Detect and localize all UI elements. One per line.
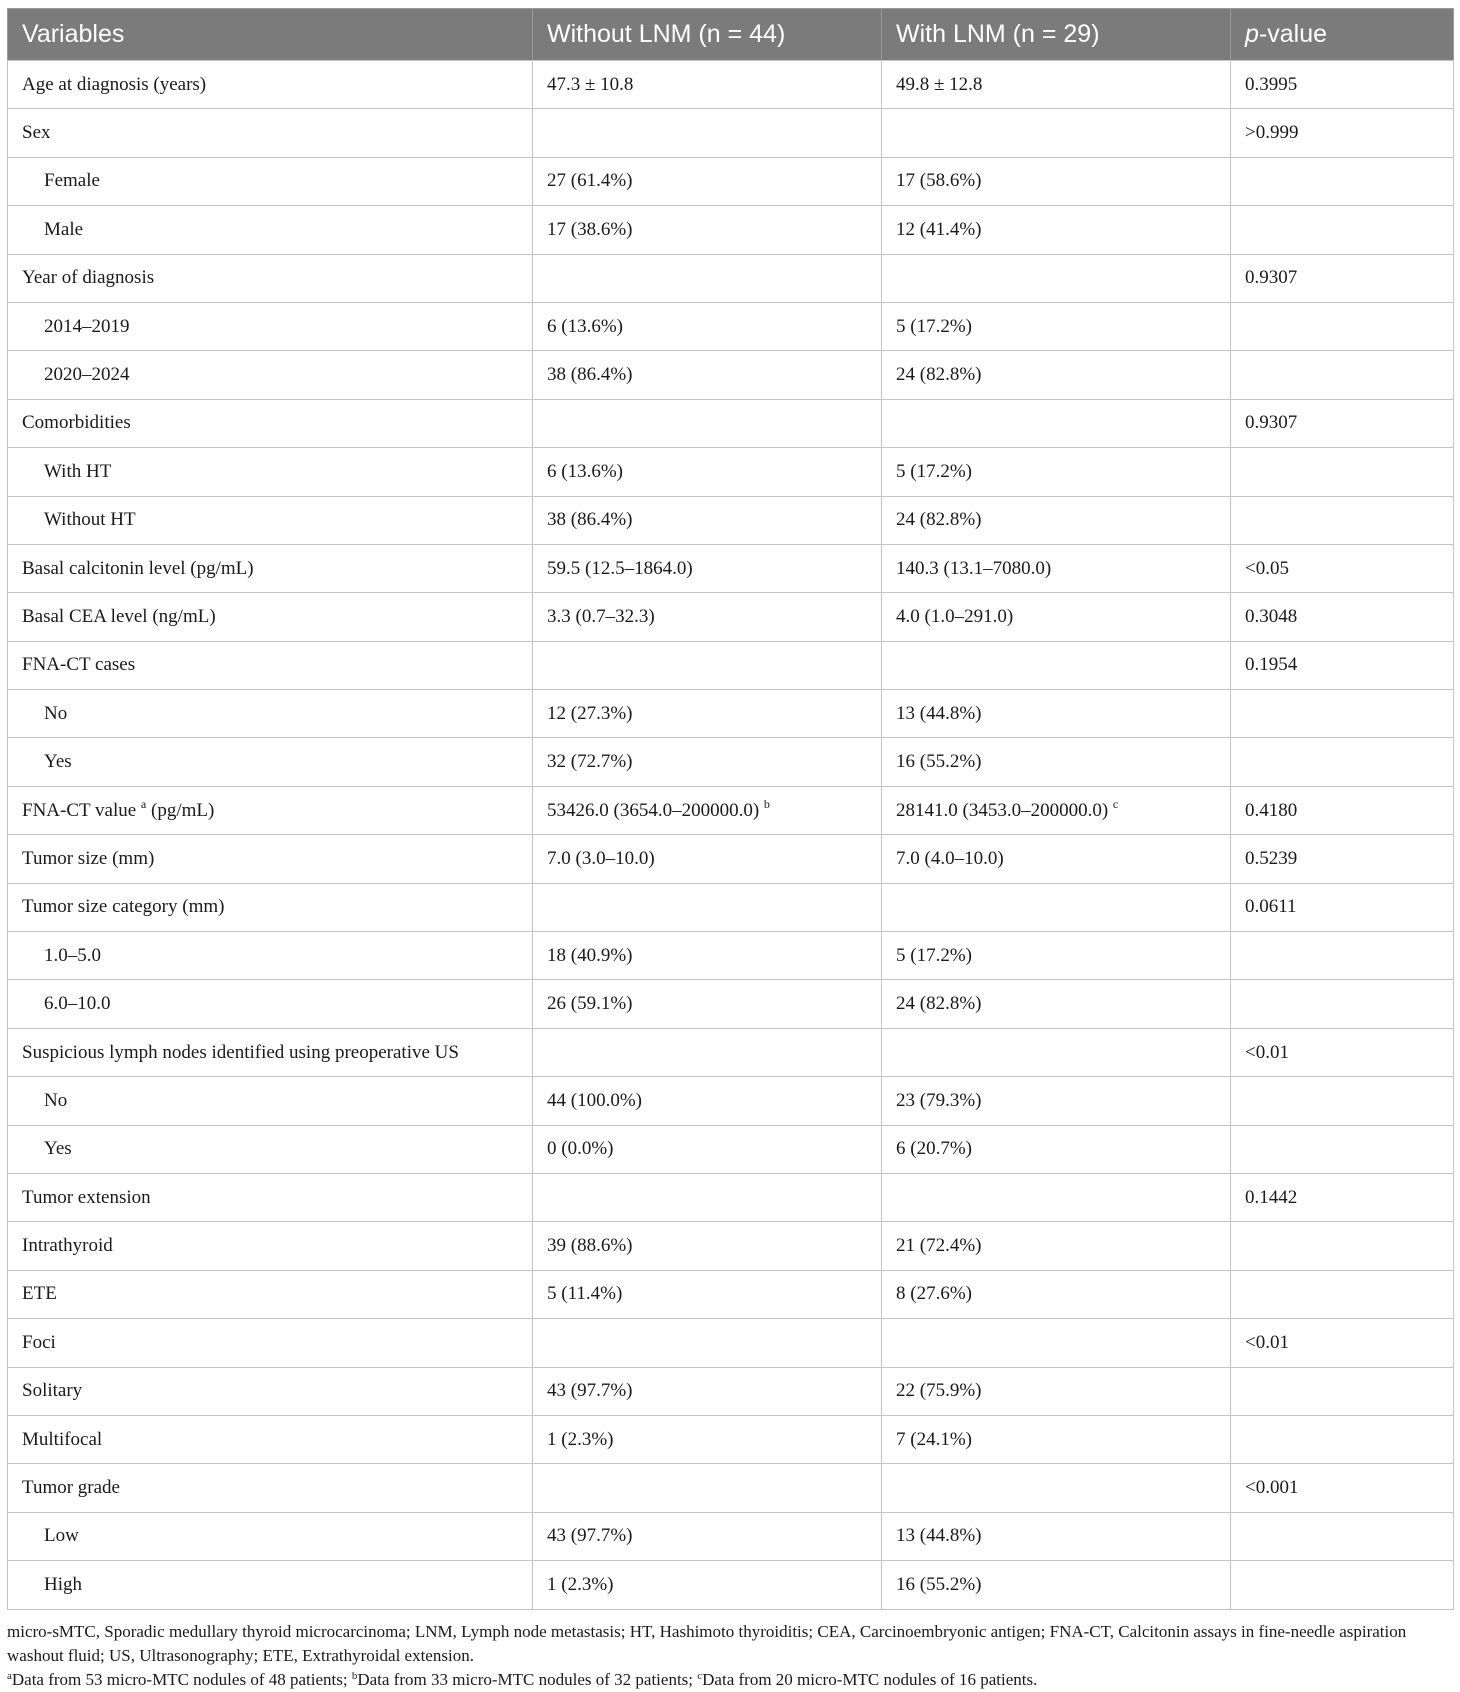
cell-without-lnm bbox=[533, 1270, 882, 1318]
variable-label: 1.0–5.0 bbox=[44, 944, 101, 966]
cell-with-lnm-value: 24 (82.8%) bbox=[896, 509, 982, 531]
table-row bbox=[8, 1367, 1454, 1415]
cell-p-value: 0.0611 bbox=[1231, 883, 1454, 931]
cell-without-lnm bbox=[533, 1173, 882, 1221]
cell-p-value: <0.001 bbox=[1231, 1464, 1454, 1512]
cell-with-lnm-value: 21 (72.4%) bbox=[896, 1235, 982, 1257]
header-variables: Variables bbox=[8, 9, 533, 61]
cell-p-value bbox=[1231, 1512, 1454, 1560]
cell-without-lnm bbox=[533, 1464, 882, 1512]
cell-with-lnm bbox=[882, 1173, 1231, 1221]
variable-label: Solitary bbox=[22, 1380, 83, 1402]
cell-without-lnm-value: 44 (100.0%) bbox=[547, 1089, 642, 1111]
cell-with-lnm-value: 7.0 (4.0–10.0) bbox=[896, 847, 1004, 869]
variable-label: Tumor extension bbox=[22, 1186, 151, 1208]
variable-label: Tumor size (mm) bbox=[22, 847, 155, 869]
variable-label: Yes bbox=[44, 751, 72, 773]
cell-with-lnm-value: 28141.0 (3453.0–200000.0) bbox=[896, 799, 1109, 821]
footnote-data-sources bbox=[7, 1668, 1453, 1692]
variable-label: Age at diagnosis (years) bbox=[22, 73, 207, 95]
cell-p-value: 0.5239 bbox=[1231, 835, 1454, 883]
table-row bbox=[8, 254, 1454, 302]
cell-without-lnm bbox=[533, 690, 882, 738]
table-row bbox=[8, 786, 1454, 834]
cell-variable bbox=[8, 544, 533, 592]
cell-with-lnm-value: 4.0 (1.0–291.0) bbox=[896, 605, 1014, 627]
footnote-abbreviations: micro-sMTC, Sporadic medullary thyroid microcarcinoma; LNM, Lymph node metastasis; HT, Hashimoto thyroiditis; CEA, Carcinoembryonic antigen; FNA-CT, Calcitonin assays in fine-needle aspiration washout fluid; US, Ultrasonography; ETE, Extrathyroidal extension. bbox=[7, 1622, 1407, 1665]
cell-without-lnm bbox=[533, 61, 882, 109]
cell-p-value bbox=[1231, 1415, 1454, 1463]
cell-with-lnm bbox=[882, 1319, 1231, 1367]
cell-variable bbox=[8, 1028, 533, 1076]
cell-without-lnm bbox=[533, 786, 882, 834]
table-row bbox=[8, 448, 1454, 496]
table-row bbox=[8, 1270, 1454, 1318]
cell-p-value: 0.9307 bbox=[1231, 254, 1454, 302]
cell-variable bbox=[8, 1270, 533, 1318]
variable-label: FNA-CT value bbox=[22, 799, 137, 821]
cell-with-lnm bbox=[882, 1077, 1231, 1125]
variable-label: High bbox=[44, 1573, 82, 1595]
cell-without-lnm bbox=[533, 399, 882, 447]
cell-without-lnm bbox=[533, 932, 882, 980]
table-row bbox=[8, 690, 1454, 738]
cell-variable bbox=[8, 1415, 533, 1463]
table-row bbox=[8, 1415, 1454, 1463]
cell-without-lnm-value: 18 (40.9%) bbox=[547, 944, 633, 966]
table-row bbox=[8, 544, 1454, 592]
variable-label: Male bbox=[44, 218, 84, 240]
cell-without-lnm-value: 38 (86.4%) bbox=[547, 364, 633, 386]
cell-p-value bbox=[1231, 1561, 1454, 1609]
variable-label: 2020–2024 bbox=[44, 364, 130, 386]
cell-with-lnm bbox=[882, 1028, 1231, 1076]
table-row bbox=[8, 1319, 1454, 1367]
cell-p-value bbox=[1231, 980, 1454, 1028]
cell-variable bbox=[8, 496, 533, 544]
cell-with-lnm-value: 140.3 (13.1–7080.0) bbox=[896, 557, 1052, 579]
table-row bbox=[8, 302, 1454, 350]
variable-label: 2014–2019 bbox=[44, 315, 130, 337]
cell-p-value bbox=[1231, 1270, 1454, 1318]
cell-p-value: 0.1442 bbox=[1231, 1173, 1454, 1221]
cell-with-lnm bbox=[882, 109, 1231, 157]
table-row bbox=[8, 883, 1454, 931]
footnote-mark-b: b bbox=[351, 1670, 358, 1682]
variable-label: Basal calcitonin level (pg/mL) bbox=[22, 557, 254, 579]
cell-without-lnm-value: 47.3 ± 10.8 bbox=[547, 73, 634, 95]
cell-without-lnm bbox=[533, 157, 882, 205]
cell-without-lnm-sup: b bbox=[763, 796, 770, 811]
footnote-text-a: Data from 53 micro-MTC nodules of 48 patients; bbox=[11, 1670, 352, 1689]
variable-label: Tumor size category (mm) bbox=[22, 896, 225, 918]
cell-without-lnm-value: 53426.0 (3654.0–200000.0) bbox=[547, 799, 760, 821]
table-row bbox=[8, 1222, 1454, 1270]
cell-with-lnm bbox=[882, 544, 1231, 592]
table-row bbox=[8, 1077, 1454, 1125]
header-p-italic: p bbox=[1245, 20, 1259, 48]
cell-without-lnm-value: 1 (2.3%) bbox=[547, 1428, 614, 1450]
cell-variable bbox=[8, 593, 533, 641]
cell-p-value bbox=[1231, 1222, 1454, 1270]
cell-variable bbox=[8, 932, 533, 980]
cell-with-lnm bbox=[882, 786, 1231, 834]
cell-p-value bbox=[1231, 157, 1454, 205]
cell-variable bbox=[8, 302, 533, 350]
cell-p-value bbox=[1231, 448, 1454, 496]
table-row bbox=[8, 641, 1454, 689]
cell-with-lnm-sup: c bbox=[1112, 796, 1119, 811]
cell-p-value bbox=[1231, 738, 1454, 786]
cell-p-value: 0.3048 bbox=[1231, 593, 1454, 641]
cell-p-value bbox=[1231, 1367, 1454, 1415]
table-row bbox=[8, 980, 1454, 1028]
header-without-lnm: Without LNM (n = 44) bbox=[533, 9, 882, 61]
cell-with-lnm-value: 49.8 ± 12.8 bbox=[896, 73, 983, 95]
cell-variable bbox=[8, 980, 533, 1028]
cell-with-lnm bbox=[882, 448, 1231, 496]
cell-p-value: <0.01 bbox=[1231, 1319, 1454, 1367]
cell-without-lnm bbox=[533, 980, 882, 1028]
table-row bbox=[8, 1464, 1454, 1512]
cell-with-lnm-value: 5 (17.2%) bbox=[896, 315, 972, 337]
cell-p-value bbox=[1231, 1125, 1454, 1173]
cell-without-lnm bbox=[533, 1561, 882, 1609]
cell-without-lnm bbox=[533, 1415, 882, 1463]
variable-label-sup: a bbox=[140, 796, 147, 811]
cell-without-lnm bbox=[533, 1077, 882, 1125]
cell-p-value bbox=[1231, 690, 1454, 738]
variable-label: Foci bbox=[22, 1331, 56, 1353]
variable-label: Sex bbox=[22, 122, 51, 144]
cell-with-lnm bbox=[882, 157, 1231, 205]
cell-with-lnm bbox=[882, 1464, 1231, 1512]
variable-label: With HT bbox=[44, 460, 112, 482]
cell-with-lnm bbox=[882, 593, 1231, 641]
variable-label: Comorbidities bbox=[22, 412, 131, 434]
cell-with-lnm bbox=[882, 641, 1231, 689]
cell-with-lnm-value: 23 (79.3%) bbox=[896, 1089, 982, 1111]
header-p-value bbox=[1231, 9, 1454, 61]
variable-label: Basal CEA level (ng/mL) bbox=[22, 605, 216, 627]
header-row bbox=[8, 9, 1454, 61]
variable-label: Intrathyroid bbox=[22, 1235, 113, 1257]
table-row bbox=[8, 157, 1454, 205]
cell-with-lnm-value: 17 (58.6%) bbox=[896, 170, 982, 192]
table-footnotes bbox=[7, 1620, 1453, 1692]
cell-without-lnm bbox=[533, 544, 882, 592]
table-row bbox=[8, 738, 1454, 786]
cell-p-value: >0.999 bbox=[1231, 109, 1454, 157]
cell-p-value bbox=[1231, 932, 1454, 980]
variable-label: No bbox=[44, 1089, 68, 1111]
cell-variable bbox=[8, 1222, 533, 1270]
results-table-container bbox=[7, 8, 1453, 1610]
cell-with-lnm bbox=[882, 206, 1231, 254]
cell-without-lnm-value: 59.5 (12.5–1864.0) bbox=[547, 557, 693, 579]
cell-variable bbox=[8, 690, 533, 738]
cell-with-lnm bbox=[882, 302, 1231, 350]
cell-variable bbox=[8, 1561, 533, 1609]
cell-variable bbox=[8, 448, 533, 496]
cell-with-lnm bbox=[882, 61, 1231, 109]
cell-with-lnm bbox=[882, 690, 1231, 738]
cell-variable bbox=[8, 61, 533, 109]
cell-without-lnm bbox=[533, 883, 882, 931]
cell-without-lnm-value: 6 (13.6%) bbox=[547, 315, 623, 337]
cell-without-lnm-value: 7.0 (3.0–10.0) bbox=[547, 847, 655, 869]
variable-label: Year of diagnosis bbox=[22, 267, 155, 289]
variable-label: 6.0–10.0 bbox=[44, 993, 111, 1015]
cell-without-lnm bbox=[533, 302, 882, 350]
cell-with-lnm bbox=[882, 1222, 1231, 1270]
cell-with-lnm bbox=[882, 351, 1231, 399]
cell-without-lnm-value: 5 (11.4%) bbox=[547, 1283, 623, 1305]
cell-variable bbox=[8, 786, 533, 834]
variable-label: ETE bbox=[22, 1283, 57, 1305]
cell-without-lnm bbox=[533, 641, 882, 689]
footnote-mark-c: c bbox=[697, 1670, 703, 1682]
variable-label: Low bbox=[44, 1525, 79, 1547]
variable-label: Tumor grade bbox=[22, 1477, 120, 1499]
cell-without-lnm bbox=[533, 496, 882, 544]
cell-p-value bbox=[1231, 302, 1454, 350]
footnote-mark-a: a bbox=[7, 1670, 12, 1682]
cell-with-lnm bbox=[882, 932, 1231, 980]
cell-variable bbox=[8, 157, 533, 205]
cell-variable bbox=[8, 641, 533, 689]
table-row bbox=[8, 206, 1454, 254]
cell-without-lnm bbox=[533, 206, 882, 254]
cell-without-lnm bbox=[533, 254, 882, 302]
cell-with-lnm-value: 16 (55.2%) bbox=[896, 751, 982, 773]
cell-with-lnm bbox=[882, 883, 1231, 931]
variable-label: Female bbox=[44, 170, 100, 192]
cell-with-lnm bbox=[882, 254, 1231, 302]
cell-with-lnm-value: 22 (75.9%) bbox=[896, 1380, 982, 1402]
cell-p-value bbox=[1231, 1077, 1454, 1125]
table-row bbox=[8, 932, 1454, 980]
cell-with-lnm bbox=[882, 1367, 1231, 1415]
cell-without-lnm-value: 38 (86.4%) bbox=[547, 509, 633, 531]
cell-variable bbox=[8, 1319, 533, 1367]
cell-with-lnm bbox=[882, 738, 1231, 786]
cell-variable bbox=[8, 835, 533, 883]
cell-without-lnm-value: 0 (0.0%) bbox=[547, 1138, 614, 1160]
variable-label: Without HT bbox=[44, 509, 136, 531]
cell-with-lnm-value: 16 (55.2%) bbox=[896, 1573, 982, 1595]
cell-without-lnm-value: 39 (88.6%) bbox=[547, 1235, 633, 1257]
cell-with-lnm-value: 6 (20.7%) bbox=[896, 1138, 972, 1160]
cell-with-lnm-value: 8 (27.6%) bbox=[896, 1283, 972, 1305]
cell-with-lnm bbox=[882, 835, 1231, 883]
cell-p-value bbox=[1231, 351, 1454, 399]
cell-without-lnm bbox=[533, 1222, 882, 1270]
cell-with-lnm bbox=[882, 399, 1231, 447]
cell-with-lnm bbox=[882, 1270, 1231, 1318]
lnm-comparison-table bbox=[7, 8, 1454, 1610]
table-row bbox=[8, 1028, 1454, 1076]
cell-with-lnm bbox=[882, 1561, 1231, 1609]
cell-variable bbox=[8, 109, 533, 157]
cell-without-lnm-value: 3.3 (0.7–32.3) bbox=[547, 605, 655, 627]
cell-p-value: <0.05 bbox=[1231, 544, 1454, 592]
cell-variable bbox=[8, 254, 533, 302]
cell-variable bbox=[8, 399, 533, 447]
cell-with-lnm bbox=[882, 1415, 1231, 1463]
cell-without-lnm bbox=[533, 1512, 882, 1560]
cell-without-lnm bbox=[533, 1028, 882, 1076]
cell-without-lnm-value: 17 (38.6%) bbox=[547, 218, 633, 240]
cell-with-lnm-value: 24 (82.8%) bbox=[896, 993, 982, 1015]
cell-with-lnm bbox=[882, 1512, 1231, 1560]
cell-p-value: 0.1954 bbox=[1231, 641, 1454, 689]
cell-p-value: <0.01 bbox=[1231, 1028, 1454, 1076]
cell-with-lnm-value: 5 (17.2%) bbox=[896, 944, 972, 966]
table-body bbox=[8, 61, 1454, 1610]
cell-with-lnm-value: 5 (17.2%) bbox=[896, 460, 972, 482]
table-row bbox=[8, 835, 1454, 883]
cell-without-lnm bbox=[533, 448, 882, 496]
cell-with-lnm-value: 24 (82.8%) bbox=[896, 364, 982, 386]
cell-without-lnm-value: 27 (61.4%) bbox=[547, 170, 633, 192]
cell-without-lnm-value: 32 (72.7%) bbox=[547, 751, 633, 773]
table-header bbox=[8, 9, 1454, 61]
cell-variable bbox=[8, 1173, 533, 1221]
header-with-lnm: With LNM (n = 29) bbox=[882, 9, 1231, 61]
cell-with-lnm-value: 13 (44.8%) bbox=[896, 702, 982, 724]
cell-variable bbox=[8, 1512, 533, 1560]
footnote-text-c: Data from 20 micro-MTC nodules of 16 patients. bbox=[702, 1670, 1038, 1689]
cell-variable bbox=[8, 738, 533, 786]
table-row bbox=[8, 593, 1454, 641]
cell-variable bbox=[8, 1077, 533, 1125]
variable-label: Suspicious lymph nodes identified using preoperative US bbox=[22, 1041, 459, 1063]
footnote-text-b: Data from 33 micro-MTC nodules of 32 patients; bbox=[357, 1670, 698, 1689]
cell-variable bbox=[8, 351, 533, 399]
table-row bbox=[8, 61, 1454, 109]
cell-variable bbox=[8, 1125, 533, 1173]
variable-label: Yes bbox=[44, 1138, 72, 1160]
cell-variable bbox=[8, 206, 533, 254]
variable-label-unit: (pg/mL) bbox=[146, 799, 215, 821]
variable-label: Multifocal bbox=[22, 1428, 103, 1450]
variable-label: FNA-CT cases bbox=[22, 654, 136, 676]
cell-without-lnm bbox=[533, 1367, 882, 1415]
table-row bbox=[8, 1561, 1454, 1609]
cell-with-lnm-value: 13 (44.8%) bbox=[896, 1525, 982, 1547]
cell-p-value bbox=[1231, 206, 1454, 254]
cell-with-lnm bbox=[882, 496, 1231, 544]
table-row bbox=[8, 1125, 1454, 1173]
cell-p-value: 0.9307 bbox=[1231, 399, 1454, 447]
header-p-rest: -value bbox=[1258, 20, 1327, 48]
cell-without-lnm bbox=[533, 593, 882, 641]
table-row bbox=[8, 496, 1454, 544]
table-row bbox=[8, 1173, 1454, 1221]
table-row bbox=[8, 1512, 1454, 1560]
cell-without-lnm-value: 43 (97.7%) bbox=[547, 1525, 633, 1547]
cell-p-value bbox=[1231, 496, 1454, 544]
table-row bbox=[8, 399, 1454, 447]
cell-without-lnm bbox=[533, 738, 882, 786]
cell-without-lnm-value: 12 (27.3%) bbox=[547, 702, 633, 724]
table-row bbox=[8, 109, 1454, 157]
cell-variable bbox=[8, 1367, 533, 1415]
variable-label: No bbox=[44, 702, 68, 724]
cell-without-lnm bbox=[533, 1319, 882, 1367]
cell-with-lnm-value: 12 (41.4%) bbox=[896, 218, 982, 240]
cell-without-lnm-value: 1 (2.3%) bbox=[547, 1573, 614, 1595]
cell-without-lnm-value: 43 (97.7%) bbox=[547, 1380, 633, 1402]
cell-without-lnm bbox=[533, 835, 882, 883]
table-row bbox=[8, 351, 1454, 399]
cell-p-value: 0.3995 bbox=[1231, 61, 1454, 109]
cell-without-lnm bbox=[533, 1125, 882, 1173]
cell-without-lnm-value: 6 (13.6%) bbox=[547, 460, 623, 482]
cell-without-lnm bbox=[533, 109, 882, 157]
cell-with-lnm bbox=[882, 1125, 1231, 1173]
cell-without-lnm bbox=[533, 351, 882, 399]
cell-without-lnm-value: 26 (59.1%) bbox=[547, 993, 633, 1015]
cell-with-lnm-value: 7 (24.1%) bbox=[896, 1428, 972, 1450]
cell-p-value: 0.4180 bbox=[1231, 786, 1454, 834]
cell-variable bbox=[8, 883, 533, 931]
cell-with-lnm bbox=[882, 980, 1231, 1028]
cell-variable bbox=[8, 1464, 533, 1512]
